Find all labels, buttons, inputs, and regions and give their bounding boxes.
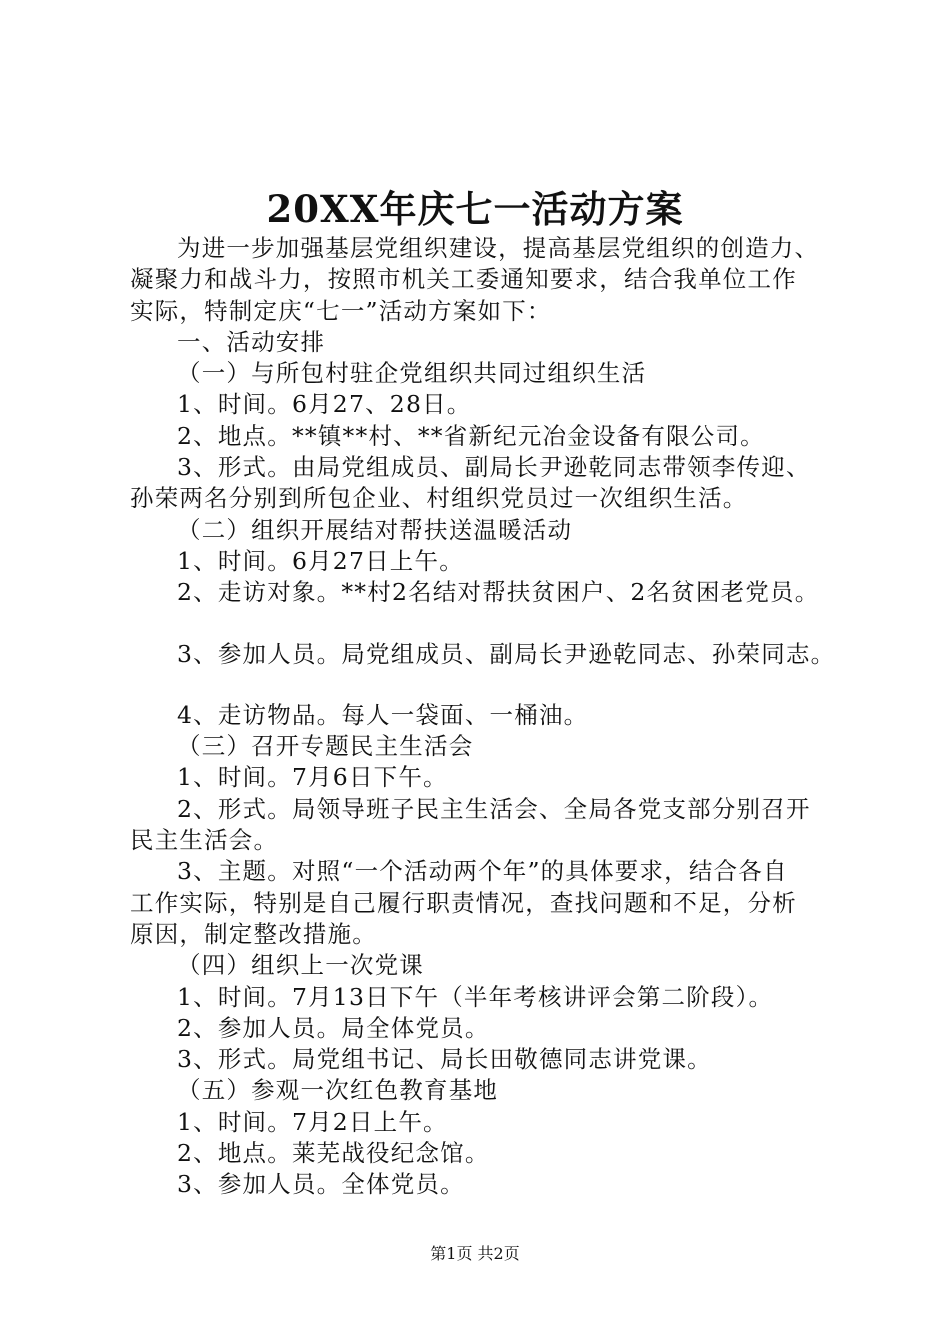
subsection-heading-5: （五）参观一次红色教育基地: [177, 1076, 499, 1105]
list-item: 1、时间。6月27日上午。: [177, 546, 464, 575]
list-item: 3、参加人员。局党组成员、副局长尹逊乾同志、孙荣同志。: [177, 639, 836, 668]
list-item: 3、形式。局党组书记、局长田敬德同志讲党课。: [177, 1045, 712, 1074]
list-item: 3、参加人员。全体党员。: [177, 1170, 465, 1199]
list-item: 1、时间。7月6日下午。: [177, 763, 448, 792]
intro-line-1: 为进一步加强基层党组织建设，提高基层党组织的创造力、: [177, 234, 820, 262]
list-item: 3、形式。由局党组成员、副局长尹逊乾同志带领李传迎、: [177, 453, 811, 482]
list-item-continuation: 孙荣两名分别到所包企业、村组织党员过一次组织生活。: [130, 484, 748, 513]
list-item-continuation: 原因，制定整改措施。: [130, 919, 377, 948]
document-body: [130, 233, 836, 1201]
subsection-heading-1: （一）与所包村驻企党组织共同过组织生活: [177, 359, 647, 388]
list-item: 2、地点。莱芜战役纪念馆。: [177, 1139, 490, 1168]
subsection-heading-3: （三）召开专题民主生活会: [177, 732, 474, 761]
list-item: 3、主题。对照“一个活动两个年”的具体要求，结合各自: [177, 857, 788, 886]
intro-line-3: 实际，特制定庆“七一”活动方案如下：: [130, 296, 552, 325]
list-item: 2、地点。**镇**村、**省新纪元冶金设备有限公司。: [177, 421, 765, 450]
page-number: 第1页 共2页: [430, 1244, 520, 1263]
list-item: 1、时间。7月13日下午（半年考核讲评会第二阶段）。: [177, 982, 774, 1011]
list-item: 2、走访对象。**村2名结对帮扶贫困户、2名贫困老党员。: [177, 578, 820, 607]
document-title: 20XX年庆七一活动方案: [266, 187, 684, 231]
section-heading: 一、活动安排: [177, 327, 326, 356]
subsection-heading-4: （四）组织上一次党课: [177, 951, 424, 980]
intro-line-2: 凝聚力和战斗力，按照市机关工委通知要求，结合我单位工作: [130, 265, 797, 294]
list-item-continuation: 民主生活会。: [130, 826, 279, 855]
list-item-continuation: 工作实际，特别是自己履行职责情况，查找问题和不足，分析: [130, 888, 797, 917]
list-item: 1、时间。7月2日上午。: [177, 1107, 448, 1136]
list-item: 2、形式。局领导班子民主生活会、全局各党支部分别召开: [177, 794, 811, 823]
list-item: 4、走访物品。每人一袋面、一桶油。: [177, 700, 589, 729]
subsection-heading-2: （二）组织开展结对帮扶送温暖活动: [177, 515, 573, 544]
list-item: 1、时间。6月27、28日。: [177, 390, 472, 419]
list-item: 2、参加人员。局全体党员。: [177, 1013, 490, 1042]
